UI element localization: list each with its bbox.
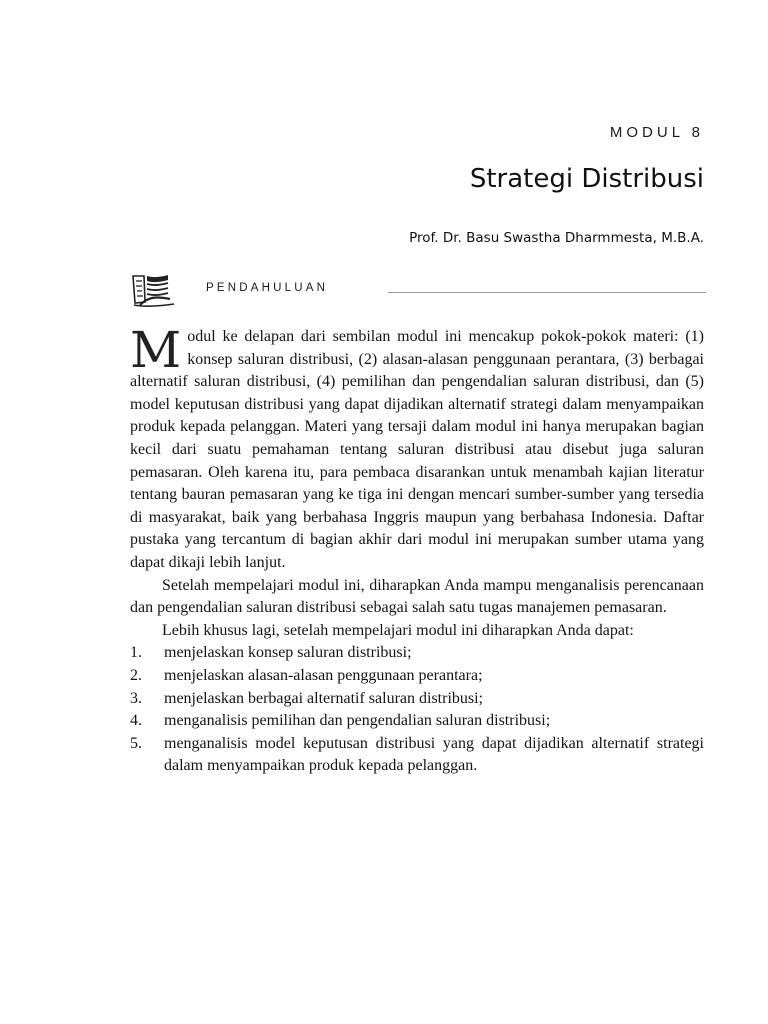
list-item-text: menjelaskan konsep saluran distribusi; [164,644,412,662]
section-label: PENDAHULUAN [206,282,329,294]
list-item-text: menjelaskan alasan-alasan penggunaan perantara; [164,666,483,684]
open-book-icon [130,272,184,308]
module-label: MODUL 8 [609,124,704,141]
list-item [130,733,704,778]
intro-paragraph-1-text: odul ke delapan dari sembilan modul ini mencakup pokok-pokok materi: (1) konsep saluran distribusi, (2) alasan-alasan penggunaan perantara, (3) berbagai alternatif saluran distribusi, (4) pemilihan dan pengendalian saluran distribusi, dan (5) model keputusan distribusi yang dapat dijadikan alternatif strategi dalam menyampaikan produk kepada pelanggan. Materi yang tersaji dalam modul ini hanya merupakan bagian kecil dari suatu pemahaman tentang saluran distribusi atau disebut juga saluran pemasaran. Oleh karena itu, para pembaca disarankan untuk menambah kajian literatur tentang bauran pemasaran yang ke tiga ini dengan mencari sumber-sumber yang tersedia di masyarakat, baik yang berbahasa Inggris maupun yang berbahasa Indonesia. Daftar pustaka yang tercantum di bagian akhir dari modul ini merupakan sumber utama yang dapat dikaji lebih lanjut. [130,328,704,571]
intro-paragraph-2: Setelah mempelajari modul ini, diharapkan Anda mampu menganalisis perencanaan dan pengendalian saluran distribusi sebagai salah satu tugas manajemen pemasaran. [130,576,704,617]
section-header [130,272,706,308]
author-name: Prof. Dr. Basu Swastha Dharmmesta, M.B.A. [409,230,704,246]
list-item-number: 4. [130,712,142,730]
list-item-number: 1. [130,644,142,662]
intro-paragraph-1 [130,321,704,575]
section-divider [388,292,706,293]
list-item-number: 5. [130,734,142,752]
drop-cap: M [130,321,182,379]
list-item-text: menganalisis pemilihan dan pengendalian saluran distribusi; [164,712,551,730]
list-item [130,642,704,665]
list-item [130,710,704,733]
list-item-text: menganalisis model keputusan distribusi yang dapat dijadikan alternatif strategi dalam menyampaikan produk kepada pelanggan. [164,734,704,775]
list-item-number: 3. [130,689,142,707]
objectives-list [130,642,704,778]
list-item-number: 2. [130,666,142,684]
page-title: Strategi Distribusi [469,164,704,194]
intro-body [130,321,704,778]
list-item-text: menjelaskan berbagai alternatif saluran distribusi; [164,689,483,707]
intro-paragraph-3: Lebih khusus lagi, setelah mempelajari modul ini diharapkan Anda dapat: [162,621,634,639]
list-item [130,665,704,688]
list-item [130,688,704,711]
